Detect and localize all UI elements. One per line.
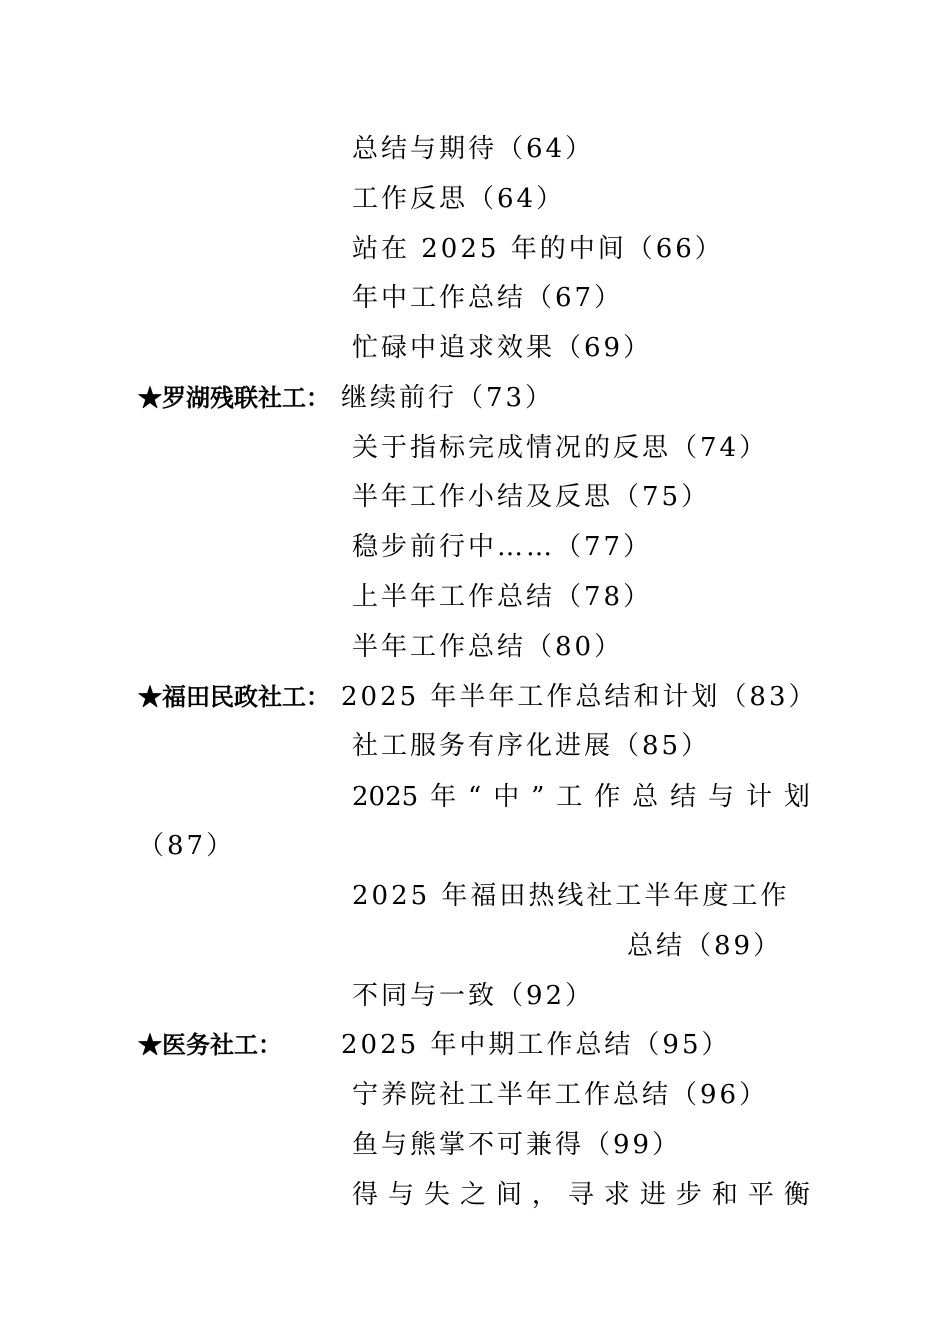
toc-entry-justified: 2025 年 “ 中 ” 工 作 总 结 与 计 划 (352, 782, 810, 812)
toc-entry: 2025 年福田热线社工半年度工作 (352, 881, 790, 911)
toc-entry: 总结与期待（64） (352, 134, 595, 164)
toc-entry: 宁养院社工半年工作总结（96） (352, 1080, 769, 1110)
toc-entry: 鱼与熊掌不可兼得（99） (352, 1130, 682, 1160)
toc-entry: 半年工作小结及反思（75） (352, 482, 711, 512)
toc-entry: 站在 2025 年的中间（66） (352, 234, 724, 264)
section-heading-futian: ★福田民政社工： (138, 682, 330, 711)
section-heading-medical: ★医务社工： (138, 1030, 282, 1059)
toc-entry: 上半年工作总结（78） (352, 582, 653, 612)
toc-entry: 半年工作总结（80） (352, 632, 624, 662)
toc-entry-continuation: （87） (138, 831, 236, 861)
toc-entry: 2025 年中期工作总结（95） (341, 1030, 731, 1060)
toc-entry: 继续前行（73） (341, 383, 555, 413)
toc-entry: 2025 年半年工作总结和计划（83） (341, 682, 818, 712)
toc-entry: 社工服务有序化进展（85） (352, 731, 711, 761)
toc-entry-continuation: 总结（89） (627, 931, 783, 961)
toc-entry: 工作反思（64） (352, 184, 566, 214)
section-heading-luohu: ★罗湖残联社工： (138, 383, 330, 412)
toc-entry: 稳步前行中……（77） (352, 532, 653, 562)
toc-entry: 年中工作总结（67） (352, 283, 624, 313)
toc-entry: 不同与一致（92） (352, 981, 595, 1011)
toc-entry: 关于指标完成情况的反思（74） (352, 433, 769, 463)
toc-entry: 忙碌中追求效果（69） (352, 333, 653, 363)
toc-entry-justified: 得 与 失 之 间 ， 寻 求 进 步 和 平 衡 (352, 1180, 810, 1210)
